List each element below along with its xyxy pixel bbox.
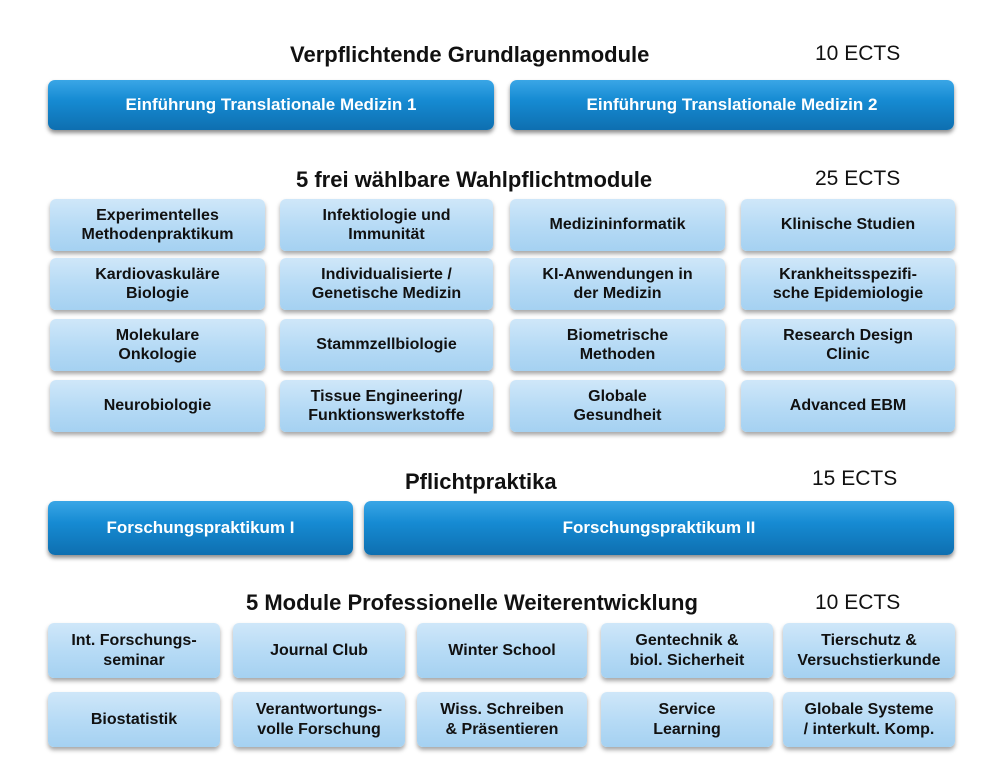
- wahlpflicht-module-12[interactable]: [741, 319, 955, 371]
- module-label-line: Methoden: [579, 346, 656, 363]
- module-label-line: Gentechnik &: [635, 632, 739, 650]
- wahlpflicht-module-13[interactable]: [50, 380, 265, 432]
- section-title-pflichtpraktika: Pflichtpraktika: [405, 469, 557, 494]
- module-label: [91, 710, 177, 729]
- module-label: [71, 631, 196, 669]
- weiterentwicklung-module-7[interactable]: [233, 692, 405, 747]
- ects-pflichtpraktika: 15 ECTS: [812, 467, 898, 490]
- module-label: [773, 265, 923, 303]
- module-label: [308, 387, 464, 425]
- module-label: [567, 326, 668, 364]
- module-label: [573, 387, 661, 425]
- section-title-wahlpflicht: 5 frei wählbare Wahlpflichtmodule: [296, 167, 653, 192]
- module-label-line: Experimentelles: [96, 206, 219, 224]
- module-label-line: Onkologie: [118, 346, 197, 363]
- module-label-line: Funktionswerkstoffe: [308, 407, 465, 424]
- module-label: [95, 265, 220, 303]
- module-grundlagen-2[interactable]: Einführung Translationale Medizin 2: [510, 80, 954, 130]
- module-label-line: biol. Sicherheit: [629, 651, 745, 669]
- module-label-line: Klinische Studien: [780, 216, 916, 234]
- module-label: [81, 206, 233, 244]
- module-label-line: Gesundheit: [573, 407, 662, 424]
- ects-grundlagen: 10 ECTS: [815, 42, 901, 65]
- wahlpflicht-module-14[interactable]: [280, 380, 493, 432]
- module-label-line: Int. Forschungs-: [71, 632, 197, 650]
- module-label: [781, 215, 915, 234]
- module-label-line: Biometrische: [566, 326, 669, 344]
- module-label-line: Journal Club: [270, 641, 368, 659]
- module-label: [448, 641, 555, 660]
- module-label-line: Kardiovaskuläre: [95, 265, 220, 283]
- weiterentwicklung-module-10[interactable]: [783, 692, 955, 747]
- module-label-line: Individualisierte /: [321, 265, 452, 283]
- wahlpflicht-module-4[interactable]: [741, 199, 955, 251]
- module-label-line: der Medizin: [573, 285, 662, 302]
- module-label-line: Service: [658, 701, 716, 719]
- module-label-line: Wiss. Schreiben: [440, 701, 564, 719]
- module-label: [256, 700, 382, 738]
- module-label: [542, 265, 692, 303]
- module-label: [104, 396, 212, 415]
- wahlpflicht-module-7[interactable]: [510, 258, 725, 310]
- module-label-line: & Präsentieren: [445, 720, 559, 738]
- ects-wahlpflicht: 25 ECTS: [815, 167, 901, 190]
- module-label: [270, 641, 368, 660]
- module-label-line: Neurobiologie: [103, 397, 212, 415]
- module-label-line: Globale: [588, 387, 647, 405]
- weiterentwicklung-module-2[interactable]: [233, 623, 405, 678]
- wahlpflicht-module-6[interactable]: [280, 258, 493, 310]
- wahlpflicht-module-8[interactable]: [741, 258, 955, 310]
- module-label-line: Advanced EBM: [789, 397, 907, 415]
- weiterentwicklung-module-9[interactable]: [601, 692, 773, 747]
- module-label-line: Methodenpraktikum: [81, 226, 234, 243]
- module-label: [312, 265, 461, 303]
- ects-weiterentwicklung: 10 ECTS: [815, 591, 901, 614]
- wahlpflicht-module-16[interactable]: [741, 380, 955, 432]
- module-label: [316, 335, 456, 354]
- wahlpflicht-module-10[interactable]: [280, 319, 493, 371]
- module-label-line: / interkult. Komp.: [803, 720, 935, 738]
- module-label-line: sche Epidemiologie: [772, 285, 924, 302]
- module-label-line: Genetische Medizin: [311, 285, 462, 302]
- module-label-line: Biostatistik: [90, 710, 178, 728]
- module-label-line: Molekulare: [115, 326, 200, 344]
- module-label-line: Versuchstierkunde: [797, 651, 941, 669]
- weiterentwicklung-module-8[interactable]: [417, 692, 587, 747]
- wahlpflicht-module-3[interactable]: [510, 199, 725, 251]
- wahlpflicht-module-2[interactable]: [280, 199, 493, 251]
- module-label-line: Medizininformatik: [549, 216, 686, 234]
- module-label: [790, 396, 906, 415]
- module-label: [797, 631, 940, 669]
- module-label-line: Biologie: [125, 285, 190, 302]
- module-label-line: Research Design: [783, 326, 913, 344]
- module-label: [440, 700, 563, 738]
- module-label-line: volle Forschung: [257, 720, 381, 738]
- module-label-line: Tierschutz &: [821, 632, 917, 650]
- module-label: [804, 700, 935, 738]
- module-grundlagen-1[interactable]: Einführung Translationale Medizin 1: [48, 80, 494, 130]
- weiterentwicklung-module-1[interactable]: [48, 623, 220, 678]
- module-label-line: Clinic: [826, 346, 870, 363]
- module-label-line: Learning: [653, 720, 721, 738]
- module-label: [116, 326, 200, 364]
- module-label: [630, 631, 745, 669]
- module-label: [783, 326, 913, 364]
- module-label-line: KI-Anwendungen in: [542, 265, 693, 283]
- wahlpflicht-module-5[interactable]: [50, 258, 265, 310]
- weiterentwicklung-module-4[interactable]: [601, 623, 773, 678]
- module-label: [549, 215, 685, 234]
- module-label: [323, 206, 451, 244]
- section-title-grundlagen: Verpflichtende Grundlagenmodule: [290, 42, 650, 67]
- wahlpflicht-module-1[interactable]: [50, 199, 265, 251]
- wahlpflicht-module-15[interactable]: [510, 380, 725, 432]
- module-label-line: Krankheitsspezifi-: [779, 265, 917, 283]
- weiterentwicklung-module-5[interactable]: [783, 623, 955, 678]
- module-label-line: Globale Systeme: [804, 701, 934, 719]
- module-forschungspraktikum-2[interactable]: Forschungspraktikum II: [364, 501, 954, 555]
- module-label-line: Infektiologie und: [322, 206, 451, 224]
- wahlpflicht-module-9[interactable]: [50, 319, 265, 371]
- module-label: [653, 700, 721, 738]
- section-title-weiterentwicklung: 5 Module Professionelle Weiterentwicklung: [246, 590, 698, 615]
- wahlpflicht-module-11[interactable]: [510, 319, 725, 371]
- weiterentwicklung-module-3[interactable]: [417, 623, 587, 678]
- weiterentwicklung-module-6[interactable]: [48, 692, 220, 747]
- module-label-line: Winter School: [448, 641, 556, 659]
- module-label-line: Verantwortungs-: [255, 701, 383, 719]
- module-label-line: Stammzellbiologie: [316, 336, 457, 354]
- module-forschungspraktikum-1[interactable]: Forschungspraktikum I: [48, 501, 353, 555]
- module-label-line: Immunität: [348, 226, 425, 243]
- module-label-line: seminar: [103, 651, 165, 669]
- module-label-line: Tissue Engineering/: [310, 387, 463, 405]
